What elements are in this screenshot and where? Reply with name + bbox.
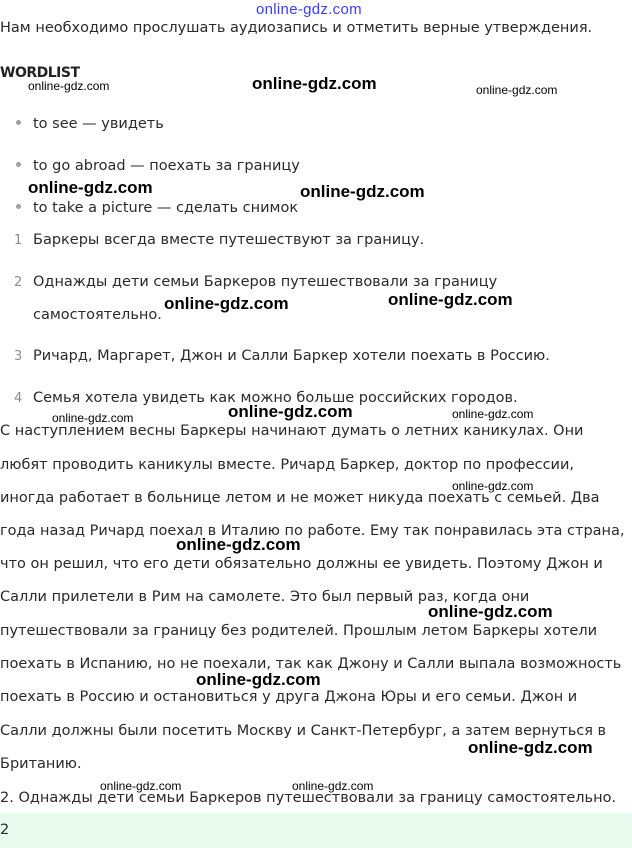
statement-2: 2 Однажды дети семьи Баркеров путешествовали за границу xyxy=(14,274,498,290)
wordlist-heading: WORDLIST xyxy=(0,65,80,81)
text-line: что он решил, что его дети обязательно должны ее увидеть. Поэтому Джон и xyxy=(0,556,603,572)
watermark: online-gdz.com xyxy=(52,411,134,425)
statement-3: 3 Ричард, Маргарет, Джон и Салли Баркер хотели поехать в Россию. xyxy=(14,348,550,364)
text-line: любят проводить каникулы вместе. Ричард Баркер, доктор по профессии, xyxy=(0,457,575,473)
watermark: online-gdz.com xyxy=(452,479,534,493)
answer-box xyxy=(0,813,632,848)
text-line: поехать в Россию и остановиться у друга Джона Юры и его семьи. Джон и xyxy=(0,689,578,705)
text-line: иногда работает в больнице летом и не может никуда поехать с семьей. Два xyxy=(0,490,600,506)
watermark: online-gdz.com xyxy=(388,290,513,309)
statement-number: 4 xyxy=(14,391,23,406)
statement-number: 1 xyxy=(14,233,23,248)
answer-statement: 2. Однажды дети семьи Баркеров путешествовали за границу самостоятельно. xyxy=(0,790,617,806)
watermark: online-gdz.com xyxy=(196,670,321,689)
text-line: года назад Ричард поехал в Италию по работе. Ему так понравилась эта страна, xyxy=(0,523,625,539)
text-line: Салли должны были посетить Москву и Санкт-Петербург, а затем вернуться в xyxy=(0,723,607,739)
answer-value: 2 xyxy=(0,822,10,838)
watermark: online-gdz.com xyxy=(176,535,301,554)
text-line: путешествовали за границу без родителей. Прошлым летом Баркеры хотели xyxy=(0,623,598,639)
watermark: online-gdz.com xyxy=(300,182,425,201)
watermark: online-gdz.com xyxy=(428,602,553,621)
watermark: online-gdz.com xyxy=(228,402,353,421)
watermark: online-gdz.com xyxy=(476,83,558,97)
watermark: online-gdz.com xyxy=(252,74,377,93)
bullet-icon xyxy=(16,204,21,209)
text-line: С наступлением весны Баркеры начинают думать о летних каникулах. Они xyxy=(0,423,584,439)
watermark: online-gdz.com xyxy=(164,294,289,313)
task-intro: Нам необходимо прослушать аудиозапись и отметить верные утверждения. xyxy=(0,20,593,36)
text-line: Салли прилетели в Рим на самолете. Это был первый раз, когда они xyxy=(0,589,530,605)
watermark: online-gdz.com xyxy=(452,407,534,421)
wordlist-item: to go abroad — поехать за границу xyxy=(16,158,300,174)
watermark: online-gdz.com xyxy=(292,779,374,793)
wordlist-item: to take a picture — сделать снимок xyxy=(16,200,298,216)
watermark: online-gdz.com xyxy=(468,738,593,757)
text-line: Британию. xyxy=(0,756,82,772)
statement-2-continued: самостоятельно. xyxy=(33,307,162,323)
watermark: online-gdz.com xyxy=(28,79,110,93)
bullet-icon xyxy=(16,162,21,167)
watermark: online-gdz.com xyxy=(100,779,182,793)
watermark-top: online-gdz.com xyxy=(256,1,362,18)
text-line: поехать в Испанию, но не поехали, так как Джону и Салли выпала возможность xyxy=(0,656,622,672)
watermark: online-gdz.com xyxy=(28,178,153,197)
statement-1: 1 Баркеры всегда вместе путешествуют за границу. xyxy=(14,232,425,248)
statement-number: 3 xyxy=(14,349,23,364)
bullet-icon xyxy=(16,120,21,125)
wordlist-item: to see — увидеть xyxy=(16,116,164,132)
statement-number: 2 xyxy=(14,275,23,290)
statement-4: 4 Семья хотела увидеть как можно больше российских городов. xyxy=(14,390,518,406)
